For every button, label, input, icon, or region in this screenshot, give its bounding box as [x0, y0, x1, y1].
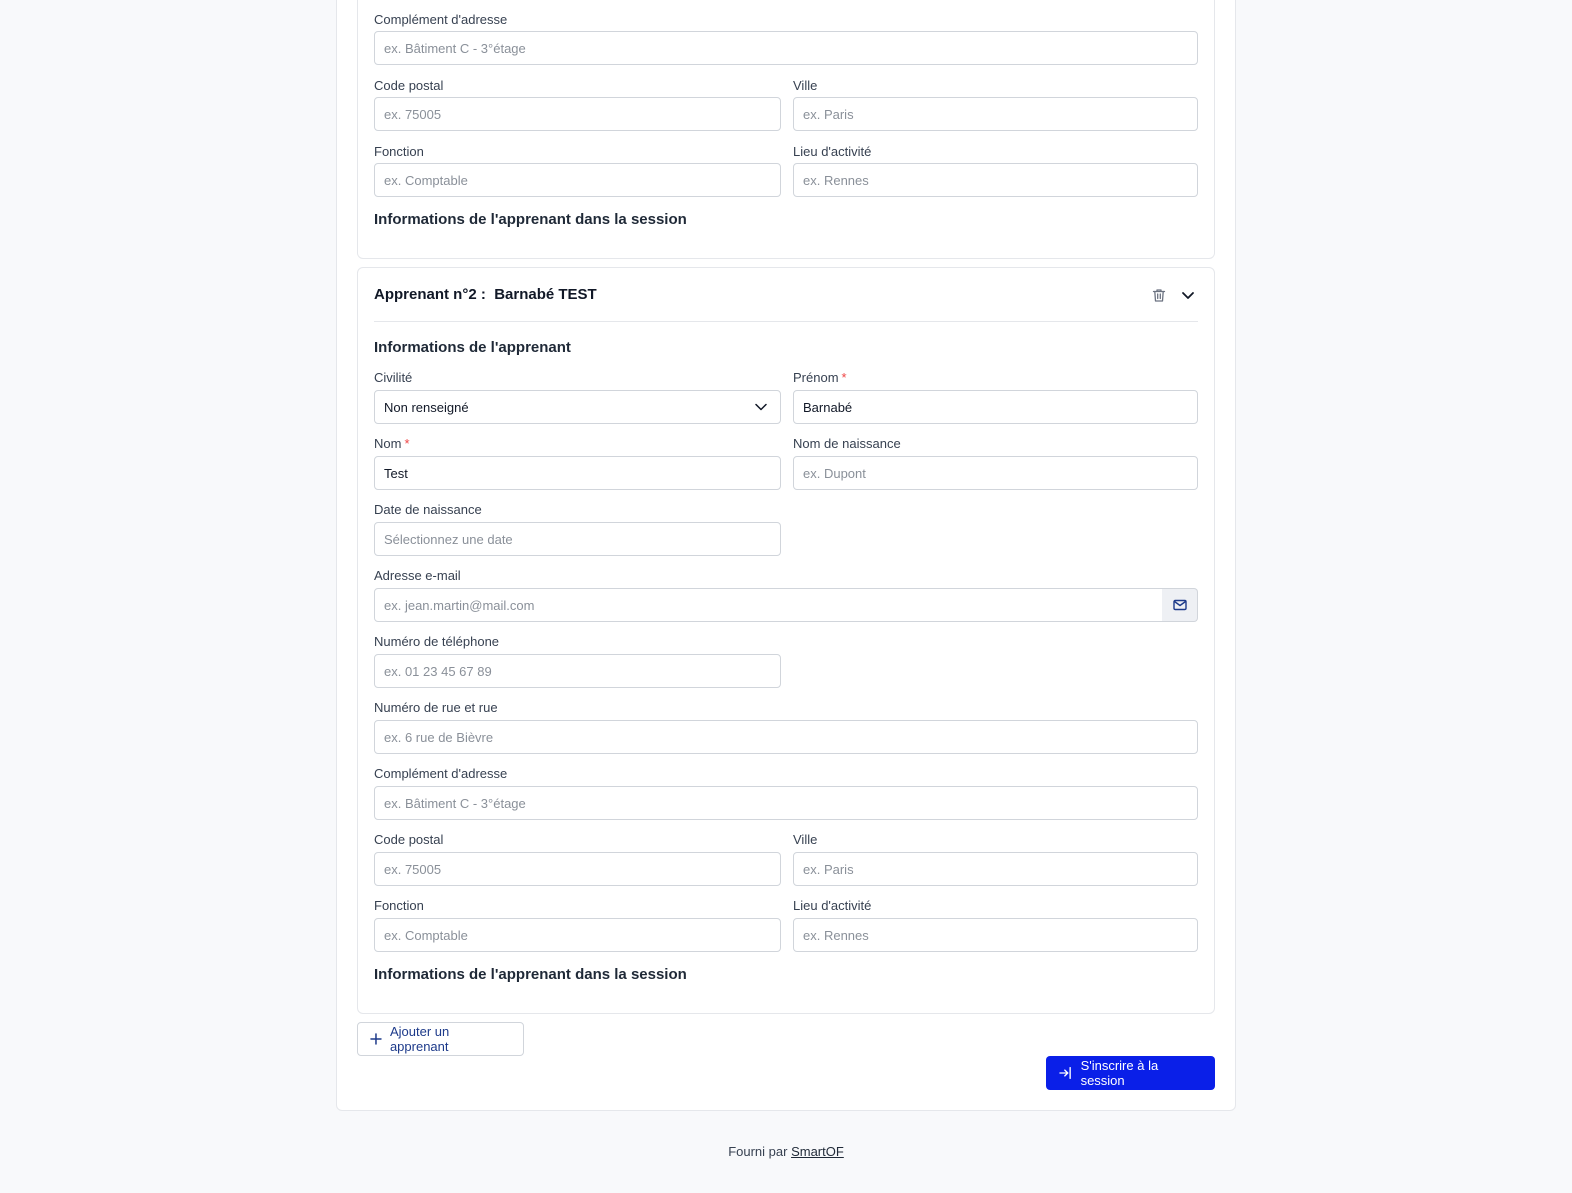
login-icon	[1059, 1066, 1073, 1080]
activity-place-label: Lieu d'activité	[793, 144, 872, 159]
smartof-link[interactable]: SmartOF	[791, 1144, 844, 1159]
job-input[interactable]	[374, 163, 781, 197]
learner-info-title: Informations de l'apprenant	[374, 339, 571, 356]
submit-label: S'inscrire à la session	[1080, 1058, 1159, 1088]
address-complement-label: Complément d'adresse	[374, 766, 508, 781]
street-label: Numéro de rue et rue	[374, 700, 498, 715]
chevron-down-icon[interactable]	[1178, 285, 1198, 305]
city-label: Ville	[793, 832, 818, 847]
civility-label: Civilité	[374, 370, 413, 385]
city-input[interactable]	[793, 97, 1198, 131]
activity-place-input[interactable]	[793, 163, 1198, 197]
birth-date-input[interactable]	[374, 522, 781, 556]
birth-date-label: Date de naissance	[374, 502, 482, 517]
email-addon	[1162, 588, 1198, 622]
add-learner-label: Ajouter un apprenant	[389, 1024, 450, 1054]
postal-code-label: Code postal	[374, 832, 444, 847]
activity-place-label: Lieu d'activité	[793, 898, 872, 913]
job-label: Fonction	[374, 144, 424, 159]
email-label: Adresse e-mail	[374, 568, 461, 583]
street-input[interactable]	[374, 720, 1198, 754]
postal-code-label: Code postal	[374, 78, 444, 93]
activity-place-input[interactable]	[793, 918, 1198, 952]
first-name-label: Prénom *	[793, 370, 847, 385]
header-divider	[374, 321, 1198, 322]
phone-label: Numéro de téléphone	[374, 634, 500, 649]
postal-code-input[interactable]	[374, 852, 781, 886]
phone-input[interactable]	[374, 654, 781, 688]
email-input[interactable]	[374, 588, 1163, 622]
first-name-input[interactable]	[793, 390, 1198, 424]
address-complement-input[interactable]	[374, 786, 1198, 820]
last-name-input[interactable]	[374, 456, 781, 490]
chevron-down-icon	[754, 400, 768, 414]
job-input[interactable]	[374, 918, 781, 952]
plus-icon	[370, 1033, 382, 1045]
learner-number: Apprenant n°2 :	[374, 286, 486, 303]
city-label: Ville	[793, 78, 818, 93]
learner-header-title[interactable]	[374, 286, 597, 303]
footer	[0, 1144, 1572, 1159]
submit-registration-button[interactable]	[1046, 1056, 1215, 1090]
address-complement-label: Complément d'adresse	[374, 12, 508, 27]
mail-icon	[1173, 599, 1187, 611]
session-info-title: Informations de l'apprenant dans la session	[374, 211, 687, 228]
add-learner-button[interactable]	[357, 1022, 524, 1056]
civility-value: Non renseigné	[384, 399, 469, 415]
session-info-title: Informations de l'apprenant dans la session	[374, 966, 687, 983]
footer-prefix: Fourni par	[728, 1144, 788, 1159]
birth-name-input[interactable]	[793, 456, 1198, 490]
last-name-label: Nom *	[374, 436, 410, 451]
city-input[interactable]	[793, 852, 1198, 886]
trash-icon[interactable]	[1149, 285, 1169, 305]
birth-name-label: Nom de naissance	[793, 436, 901, 451]
address-complement-input[interactable]	[374, 31, 1198, 65]
postal-code-input[interactable]	[374, 97, 781, 131]
job-label: Fonction	[374, 898, 424, 913]
learner-name: Barnabé TEST	[494, 286, 597, 303]
civility-select[interactable]	[374, 390, 781, 424]
